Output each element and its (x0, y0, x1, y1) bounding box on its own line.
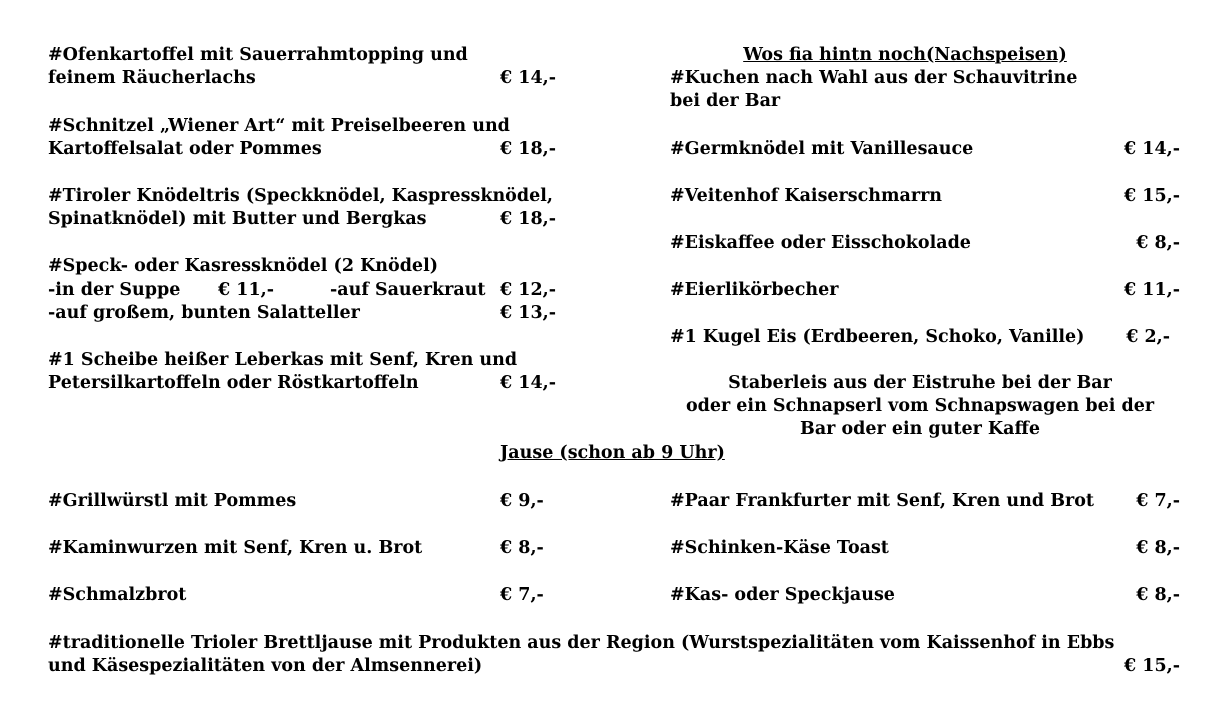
menu-item-price: € 14,- (1124, 139, 1180, 159)
dessert-note: Staberleis aus der Eistruhe bei der Bar (728, 373, 1112, 393)
jause-heading: Jause (schon ab 9 Uhr) (500, 443, 725, 463)
brettljause-line: #traditionelle Trioler Brettljause mit Produkten aus der Region (Wurstspezialitäten vom Kaissenhof in Ebbs (48, 633, 1115, 653)
menu-option-name: -in der Suppe (48, 280, 181, 300)
menu-item-name: #Kuchen nach Wahl aus der Schauvitrine (670, 68, 1078, 88)
menu-item-name: #Paar Frankfurter mit Senf, Kren und Brot (670, 491, 1094, 511)
menu-item-price: € 11,- (1124, 280, 1180, 300)
menu-item-name: #Schmalzbrot (48, 585, 187, 605)
menu-item-price: € 9,- (500, 491, 544, 511)
dessert-note: Bar oder ein guter Kaffe (800, 419, 1040, 439)
menu-item-name: bei der Bar (670, 91, 781, 111)
menu-item-name: #1 Scheibe heißer Leberkas mit Senf, Kren und (48, 350, 518, 370)
menu-item-price: € 8,- (500, 538, 544, 558)
menu-item-price: € 8,- (1136, 233, 1180, 253)
menu-item-price: € 15,- (1124, 656, 1180, 676)
menu-option-price: € 11,- (218, 280, 274, 300)
menu-item-name: #Veitenhof Kaiserschmarrn (670, 186, 943, 206)
menu-item-price: € 14,- (500, 373, 556, 393)
menu-item-name: #Eierlikörbecher (670, 280, 839, 300)
menu-option-price: € 12,- (500, 280, 556, 300)
menu-item-price: € 7,- (1136, 491, 1180, 511)
menu-item-price: € 8,- (1136, 538, 1180, 558)
menu-item-name: #Ofenkartoffel mit Sauerrahmtopping und (48, 45, 468, 65)
brettljause-line: und Käsespezialitäten von der Almsennerei) (48, 656, 483, 676)
menu-item-price: € 8,- (1136, 585, 1180, 605)
menu-item-name: #Speck- oder Kasressknödel (2 Knödel) (48, 256, 438, 276)
menu-option-name: -auf Sauerkraut (330, 280, 486, 300)
desserts-heading: Wos fia hintn noch(Nachspeisen) (743, 45, 1067, 65)
menu-option-price: € 13,- (500, 303, 556, 323)
menu-item-price: € 18,- (500, 209, 556, 229)
menu-item-price: € 18,- (500, 139, 556, 159)
menu-item-name: #Schinken-Käse Toast (670, 538, 889, 558)
menu-item-name: #Schnitzel „Wiener Art“ mit Preiselbeeren und (48, 116, 510, 136)
menu-item-name: Kartoffelsalat oder Pommes (48, 139, 322, 159)
menu-item-price: € 14,- (500, 68, 556, 88)
menu-item-name: #Kaminwurzen mit Senf, Kren u. Brot (48, 538, 423, 558)
menu-item-name: #Grillwürstl mit Pommes (48, 491, 297, 511)
menu-item-name: #Germknödel mit Vanillesauce (670, 139, 974, 159)
dessert-note: oder ein Schnapserl vom Schnapswagen bei der (685, 396, 1155, 416)
menu-item-name: #Eiskaffee oder Eisschokolade (670, 233, 971, 253)
menu-item-name: feinem Räucherlachs (48, 68, 256, 88)
menu-item-name: #Kas- oder Speckjause (670, 585, 895, 605)
menu-item-name: Spinatknödel) mit Butter und Bergkas (48, 209, 427, 229)
menu-item-price: € 2,- (1126, 327, 1170, 347)
menu-item-name: #Tiroler Knödeltris (Speckknödel, Kaspressknödel, (48, 186, 553, 206)
menu-item-name: Petersilkartoffeln oder Röstkartoffeln (48, 373, 419, 393)
menu-option-name: -auf großem, bunten Salatteller (48, 303, 360, 323)
menu-item-price: € 7,- (500, 585, 544, 605)
menu-item-name: #1 Kugel Eis (Erdbeeren, Schoko, Vanille) (670, 327, 1085, 347)
menu-item-price: € 15,- (1124, 186, 1180, 206)
